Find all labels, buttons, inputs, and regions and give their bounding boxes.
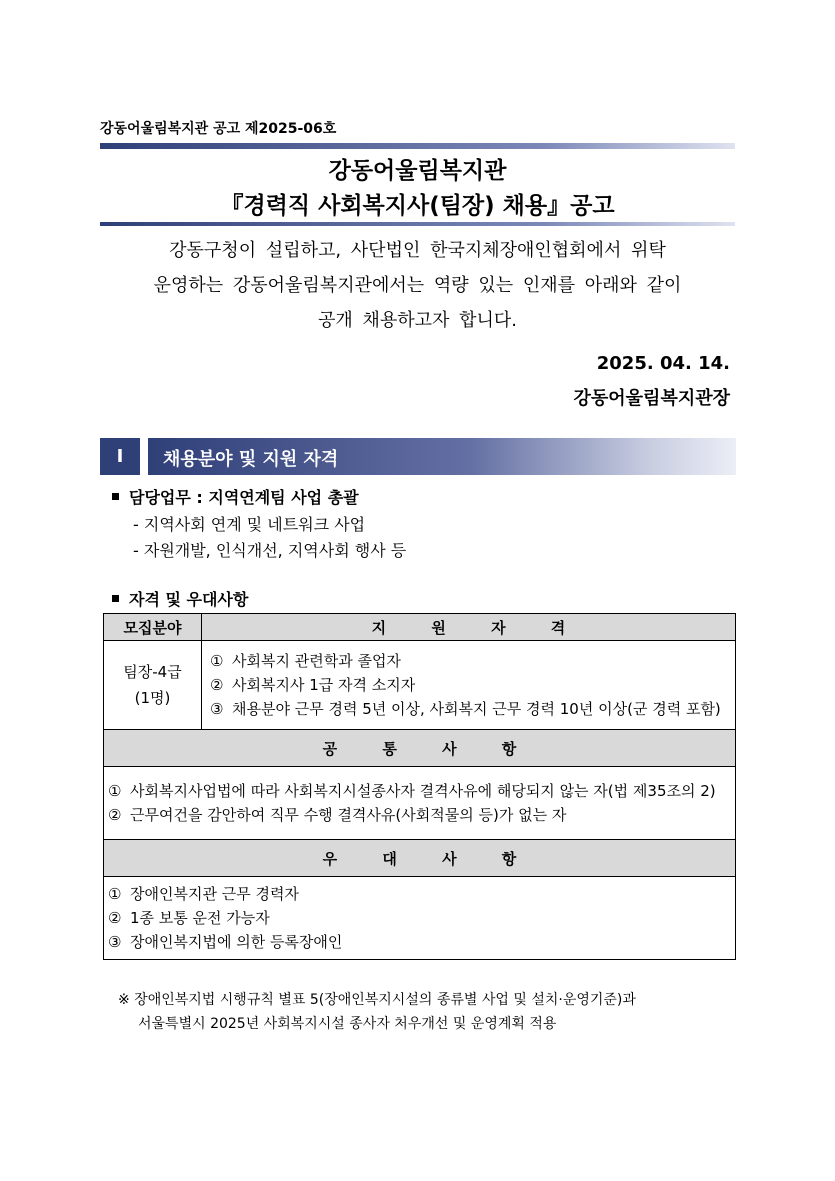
position-cell	[104, 641, 202, 730]
list-item: ① 사회복지사업법에 따라 사회복지시설종사자 결격사유에 해당되지 않는 자(법 제35조의 2)	[108, 782, 716, 800]
preference-header: 우 대 사 항	[104, 840, 736, 877]
position-headcount: (1명)	[134, 689, 171, 707]
section-number: I	[100, 438, 140, 475]
requirements-cell	[202, 641, 736, 730]
list-item: ② 근무여건을 감안하여 직무 수행 결격사유(사회적물의 등)가 없는 자	[108, 806, 567, 824]
header-requirements: 지 원 자 격	[202, 614, 736, 641]
footnote-line-1: ※ 장애인복지법 시행규칙 별표 5(장애인복지시설의 종류별 사업 및 설치·운영기준)과	[118, 992, 636, 1008]
list-item: ③ 채용분야 근무 경력 5년 이상, 사회복지 근무 경력 10년 이상(군 경력 포함)	[210, 700, 721, 718]
issuer-name: 강동어울림복지관장	[573, 388, 730, 409]
preference-header-row	[104, 840, 736, 877]
header-rule-top	[100, 143, 735, 149]
page-title-notice: 『경력직 사회복지사(팀장) 채용』공고	[220, 193, 615, 219]
duty-item: - 지역사회 연계 및 네트워크 사업	[133, 515, 366, 534]
intro-line-1: 강동구청이 설립하고, 사단법인 한국지체장애인협회에서 위탁	[169, 240, 666, 261]
list-item: ① 장애인복지관 근무 경력자	[108, 885, 299, 903]
common-items-cell	[104, 767, 736, 840]
duty-item: - 자원개발, 인식개선, 지역사회 행사 등	[133, 541, 407, 560]
position-name: 팀장-4급	[123, 663, 182, 681]
common-header: 공 통 사 항	[104, 730, 736, 767]
list-item: ② 1종 보통 운전 가능자	[108, 909, 270, 927]
qualifications-table	[103, 613, 736, 960]
duties-heading-text: 담당업무 : 지역연계팀 사업 총괄	[129, 488, 359, 507]
square-bullet-icon	[112, 493, 119, 500]
common-header-row	[104, 730, 736, 767]
square-bullet-icon	[112, 595, 119, 602]
list-item: ① 사회복지 관련학과 졸업자	[210, 652, 401, 670]
table-row	[104, 767, 736, 840]
intro-line-2: 운영하는 강동어울림복지관에서는 역량 있는 인재를 아래와 같이	[153, 275, 682, 296]
table-row	[104, 641, 736, 730]
header-rule-bottom	[100, 222, 735, 226]
footnote-line-2: 서울특별시 2025년 사회복지시설 종사자 처우개선 및 운영계획 적용	[138, 1016, 557, 1032]
table-row	[104, 877, 736, 960]
page-title-org: 강동어울림복지관	[328, 158, 507, 184]
preference-items-cell	[104, 877, 736, 960]
qualifications-heading-text: 자격 및 우대사항	[129, 590, 249, 609]
section-title: 채용분야 및 지원 자격	[163, 449, 339, 470]
table-header-row	[104, 614, 736, 641]
duties-heading	[112, 485, 359, 508]
list-item: ③ 장애인복지법에 의한 등록장애인	[108, 933, 343, 951]
list-item: ② 사회복지사 1급 자격 소지자	[210, 676, 416, 694]
notice-date: 2025. 04. 14.	[596, 353, 730, 374]
notice-number: 강동어울림복지관 공고 제2025-06호	[100, 121, 337, 137]
intro-line-3: 공개 채용하고자 합니다.	[317, 310, 518, 331]
header-position: 모집분야	[104, 614, 202, 641]
qualifications-heading	[112, 587, 248, 610]
